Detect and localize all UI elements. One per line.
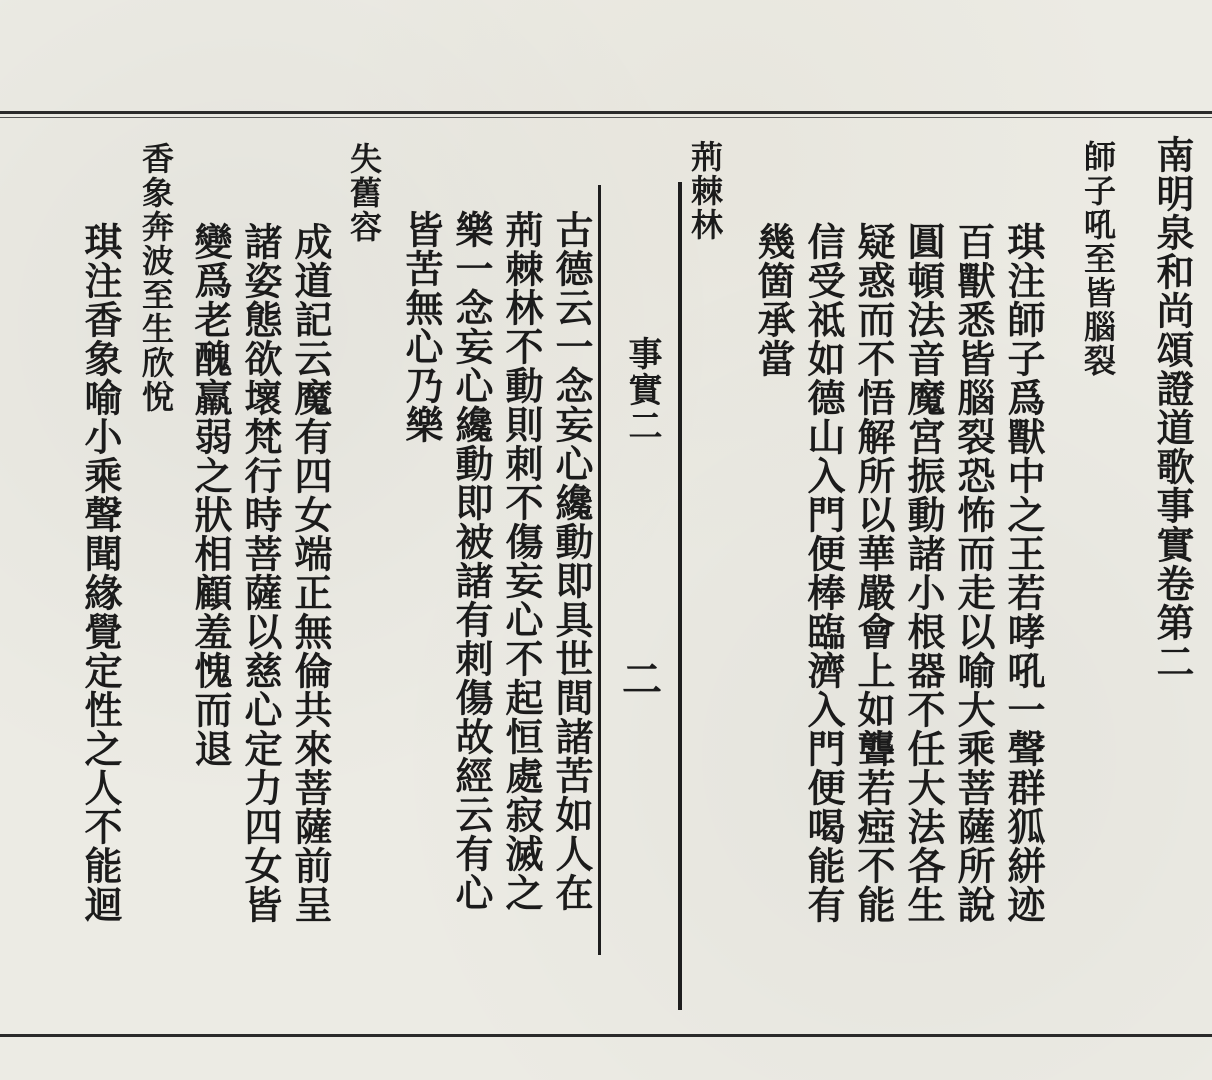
text-line: 諸姿態欲壞梵行時菩薩以慈心定力四女皆 [238, 222, 283, 924]
text-line: 疑惑而不悟解所以華嚴會上如聾若瘂不能 [851, 222, 896, 924]
text-line: 幾箇承當 [751, 222, 796, 378]
text-line: 皆苦無心乃樂 [399, 210, 444, 444]
fold-label: 事實二 [622, 336, 662, 444]
section-heading-jingjilin: 荊棘林 [686, 140, 724, 242]
top-border-rule [0, 111, 1212, 114]
section-heading-xiangxiang: 香象奔波至生欣悅 [137, 142, 175, 414]
section-heading-shijiurong: 失舊容 [345, 142, 383, 244]
text-line: 琪注師子爲獸中之王若哮吼一聲群狐絣迹 [1001, 222, 1046, 924]
text-line: 百獸悉皆腦裂恐怖而走以喻大乘菩薩所說 [951, 222, 996, 924]
fold-page-number: 二 [622, 656, 662, 703]
fold-line-left [598, 185, 601, 955]
text-line: 變爲老醜羸弱之狀相顧羞愧而退 [188, 222, 233, 768]
section-heading-shizihou: 師子吼至皆腦裂 [1079, 140, 1117, 378]
text-line: 圓頓法音魔宮振動諸小根器不任大法各生 [901, 222, 946, 924]
text-line: 成道記云魔有四女端正無倫共來菩薩前呈 [288, 222, 333, 924]
bottom-border-rule [0, 1034, 1212, 1037]
text-line: 古德云一念妄心纔動即具世間諸苦如人在 [549, 210, 594, 912]
text-line: 樂一念妄心纔動即被諸有刺傷故經云有心 [449, 210, 494, 912]
top-border-rule-inner [0, 117, 1212, 118]
fold-line-right [678, 182, 682, 1010]
text-line: 信受祗如德山入門便棒臨濟入門便喝能有 [801, 222, 846, 924]
text-line: 荊棘林不動則刺不傷妄心不起恒處寂滅之 [499, 210, 544, 912]
text-line: 琪注香象喻小乘聲聞緣覺定性之人不能迴 [78, 222, 123, 924]
book-title: 南明泉和尚頌證道歌事實卷第二 [1150, 135, 1195, 681]
